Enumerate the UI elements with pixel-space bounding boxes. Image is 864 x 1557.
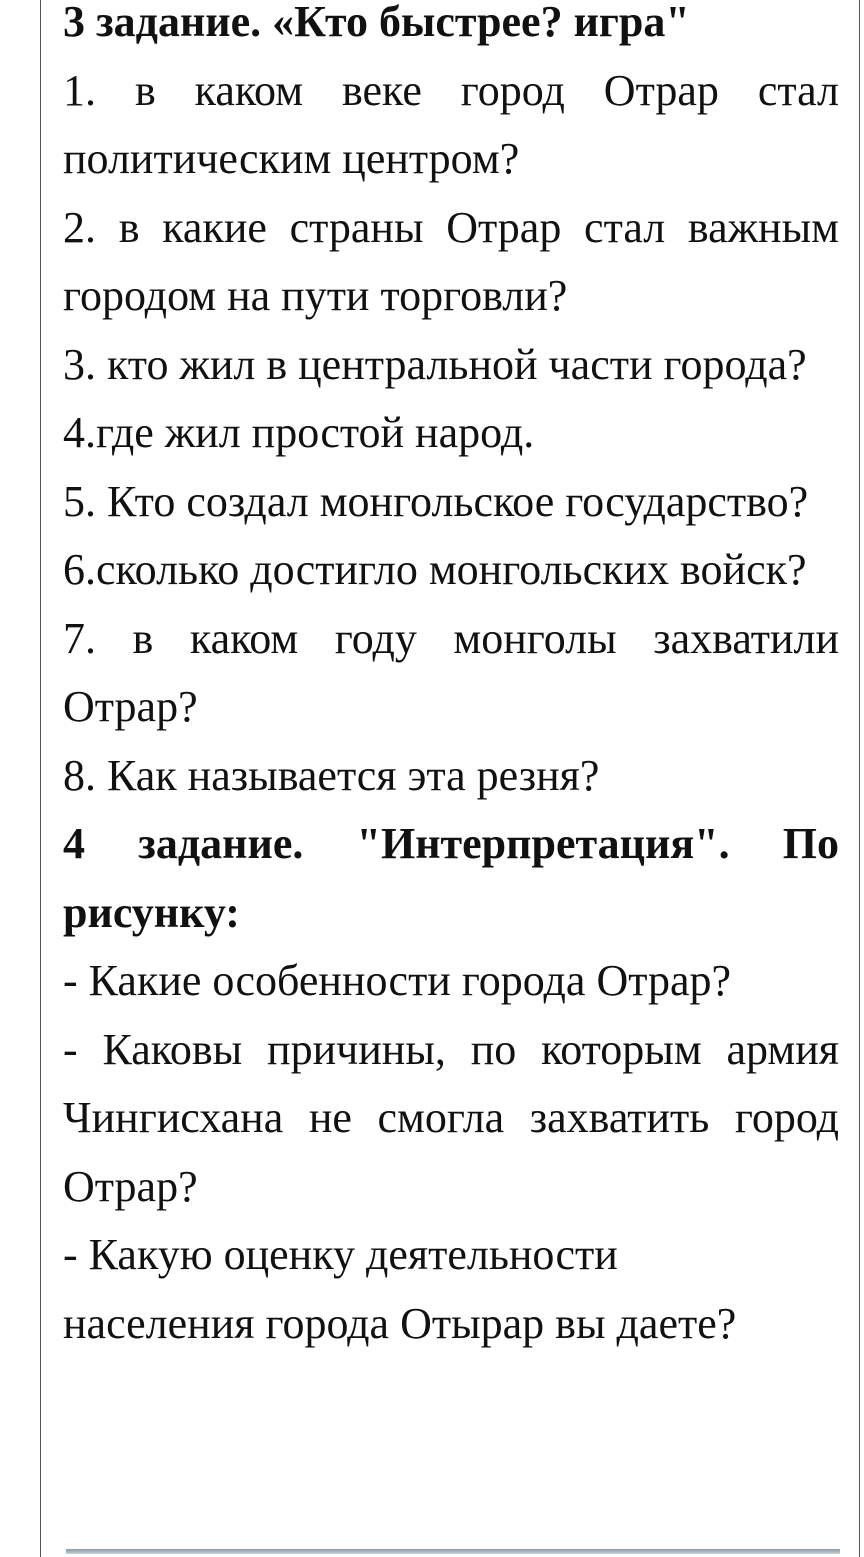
task4-question-3-continuation: населения города Отырар вы даете? <box>63 1298 737 1348</box>
task3-question-5: 5. Кто создал монгольское государство? <box>63 476 809 526</box>
task4-question-1: - Какие особенности города Отрар? <box>63 956 732 1005</box>
task3-question-3: 3. кто жил в центральной части города? <box>63 339 807 389</box>
task3-question-2: 2. в какие страны Отрар стал важным городом на пути торговли? <box>63 202 839 320</box>
document-content <box>63 0 839 1358</box>
task4-heading: 4 задание. "Интерпретация". По рисунку: <box>63 819 839 937</box>
task4-question-3: - Какую оценку деятельности <box>63 1230 618 1279</box>
task3-question-7: 7. в каком году монголы захватили Отрар? <box>63 613 839 731</box>
bottom-divider <box>66 1549 840 1554</box>
task3-question-6: 6.сколько достигло монгольских войск? <box>63 545 807 594</box>
task3-heading: 3 задание. «Кто быстрее? игра" <box>63 0 690 46</box>
task3-question-8: 8. Как называется эта резня? <box>63 750 600 800</box>
task3-question-4: 4.где жил простой народ. <box>63 408 535 457</box>
task3-question-1: 1. в каком веке город Отрар стал политическим центром? <box>63 65 839 183</box>
document-page <box>40 0 860 1557</box>
task4-question-2: - Каковы причины, по которым армия Чингисхана не смогла захватить город Отрар? <box>63 1024 839 1211</box>
